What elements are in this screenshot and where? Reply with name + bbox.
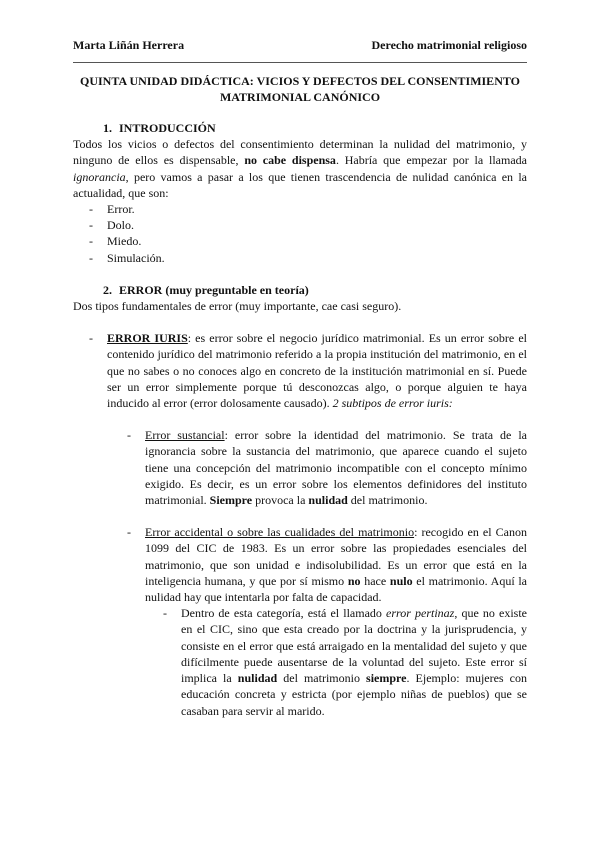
vices-list bbox=[73, 201, 527, 266]
bold-run: Siempre bbox=[209, 493, 253, 508]
text-run: del matrimonio bbox=[277, 671, 367, 686]
error-accidental-label: Error accidental o sobre las cualidades del matrimonio bbox=[145, 525, 415, 540]
dash-marker: - bbox=[127, 525, 131, 540]
bold-run: no cabe dispensa bbox=[244, 153, 336, 168]
section-heading-error bbox=[73, 282, 527, 298]
section-title: INTRODUCCIÓN bbox=[119, 121, 216, 135]
error-iuris-block bbox=[89, 330, 527, 411]
italic-run: ignorancia bbox=[73, 169, 126, 184]
bold-run: no bbox=[347, 573, 361, 588]
header-subject: Derecho matrimonial religioso bbox=[371, 38, 527, 52]
list-item: - Error. bbox=[107, 201, 527, 217]
text-run: el matrimonio. Aquí la nulidad hay que intentarla por falta de capacidad. bbox=[145, 573, 528, 605]
bold-run: nulidad bbox=[237, 671, 278, 686]
text-run: Dentro de esta categoría, está el llamado bbox=[181, 606, 386, 621]
dash-marker: - bbox=[127, 428, 131, 443]
text-run: provoca la bbox=[252, 493, 309, 508]
error-accidental-block bbox=[127, 524, 528, 605]
italic-run: 2 subtipos de error iuris: bbox=[332, 396, 453, 411]
bold-run: nulidad bbox=[308, 493, 348, 508]
text-run: . Habría que empezar por la llamada bbox=[335, 153, 527, 168]
error-iuris-label: ERROR IURIS bbox=[107, 331, 188, 346]
error-sustancial-block bbox=[127, 427, 527, 508]
dash-marker: - bbox=[89, 331, 93, 346]
text-run: , que no existe en el CIC, sino que esta creado por la doctrina y la jurisprudencia, y consiste en el error que está arraigado en la mentalidad del sujeto y que difícilmente puede ausentarse de la voluntad del sujeto. Este error sí implica la bbox=[181, 606, 527, 686]
list-item: - Dolo. bbox=[107, 217, 527, 233]
text-run: : error sobre la identidad del matrimonio. Se trata de la ignorancia sobre la sustancia del matrimonio, que aparece cuando el sujeto tiene una concepción del matrimonio incompatible con el concepto mínimo exigido. Es decir, es un error sobre los elementos definidores del instituto matrimonial. bbox=[145, 428, 527, 508]
list-item: - Miedo. bbox=[107, 233, 527, 249]
page-header bbox=[73, 37, 527, 53]
text-run: . Ejemplo: mujeres con educación concreta y estricta (por ejemplo niñas de pueblos) que se casaban para servir al marido. bbox=[181, 671, 527, 718]
bold-run: nulo bbox=[389, 573, 413, 588]
error-pertinaz-block bbox=[163, 605, 527, 718]
section-number: 2. bbox=[103, 282, 112, 297]
header-rule bbox=[73, 62, 527, 63]
document-body bbox=[73, 120, 527, 719]
text-run: del matrimonio. bbox=[347, 493, 428, 508]
text-run: : recogido en el Canon 1099 del CIC de 1983. Es un error sobre las propiedades esenciales del matrimonio, que son unidad e indisolubilidad. Es un error que está en la inteligencia humana, y que por sí mismo bbox=[145, 525, 527, 588]
bold-run: siempre bbox=[366, 671, 407, 686]
dash-marker: - bbox=[163, 606, 167, 621]
text-run: hace bbox=[360, 573, 390, 588]
section-heading-intro bbox=[73, 120, 527, 136]
intro-paragraph bbox=[73, 136, 527, 201]
text-run: , pero vamos a pasar a los que tienen trascendencia de nulidad canónica en la actualidad, que son: bbox=[73, 169, 527, 200]
italic-run: error pertinaz bbox=[386, 606, 455, 621]
header-author: Marta Liñán Herrera bbox=[73, 38, 185, 52]
document-title: QUINTA UNIDAD DIDÁCTICA: VICIOS Y DEFECTOS DEL CONSENTIMIENTO MATRIMONIAL CANÓNICO bbox=[80, 74, 520, 104]
section-title: ERROR (muy preguntable en teoría) bbox=[119, 282, 309, 297]
section-number: 1. bbox=[103, 121, 112, 135]
error-lead-paragraph: Dos tipos fundamentales de error (muy importante, cae casi seguro). bbox=[73, 299, 402, 314]
error-sustancial-label: Error sustancial bbox=[145, 428, 225, 443]
text-run: Todos los vicios o defectos del consentimiento determinan la nulidad del matrimonio, y ninguno de ellos es dispensable, bbox=[73, 137, 527, 168]
text-run: : es error sobre el negocio jurídico matrimonial. Es un error sobre el contenido jurídico del matrimonio referido a la propia institución del matrimonio, en el que no sabes o no conoces algo en concreto de la institución matrimonial en sí. Puede ser un error simplemente porque tú desconozcas algo, o porque alguien te haya inducido al error (error dolosamente causado). bbox=[107, 331, 527, 411]
list-item: - Simulación. bbox=[107, 250, 527, 266]
